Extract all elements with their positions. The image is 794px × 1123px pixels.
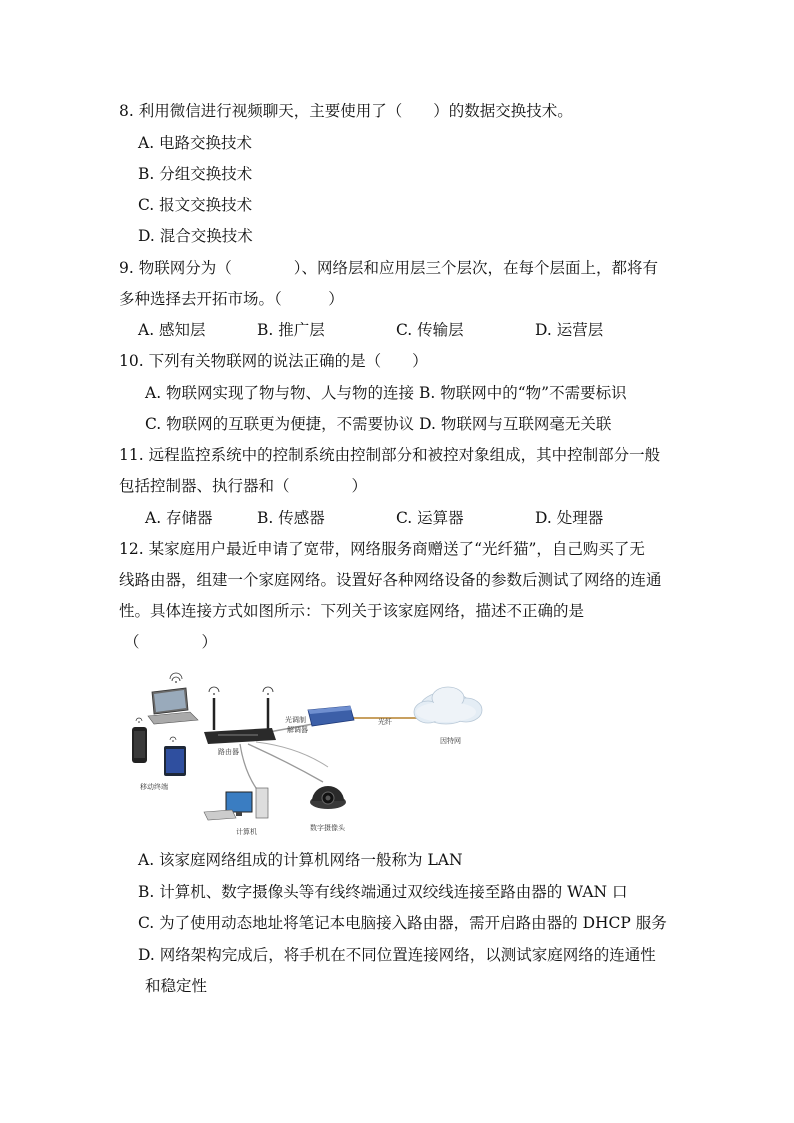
- q12-stem-line1: 12. 某家庭用户最近申请了宽带，网络服务商赠送了“光纤猫”，自己购买了无: [119, 540, 645, 558]
- q8-option-a: A. 电路交换技术: [138, 134, 253, 152]
- router-camera-cable: [248, 744, 323, 782]
- router-icon: [204, 687, 276, 744]
- q11-option-d: D. 处理器: [535, 509, 604, 527]
- q11-stem-line1: 11. 远程监控系统中的控制系统由控制部分和被控对象组成，其中控制部分一般: [119, 446, 661, 464]
- q8-option-b: B. 分组交换技术: [138, 165, 253, 183]
- label-fiber: 光纤: [378, 718, 392, 726]
- label-modem-2: 解调器: [287, 726, 308, 734]
- q8-option-c: C. 报文交换技术: [138, 196, 253, 214]
- laptop-icon: [148, 673, 198, 724]
- home-network-diagram: [128, 672, 508, 840]
- q11-stem-line2: 包括控制器、执行器和（ ）: [119, 477, 368, 495]
- q10-stem: 10. 下列有关物联网的说法正确的是（ ）: [119, 352, 428, 370]
- q8-option-d: D. 混合交换技术: [138, 227, 253, 245]
- q10-options-line2: C. 物联网的互联更为便捷，不需要协议 D. 物联网与互联网毫无关联: [145, 415, 612, 433]
- q10-options-line1: A. 物联网实现了物与物、人与物的连接 B. 物联网中的“物”不需要标识: [145, 384, 627, 402]
- q11-option-b: B. 传感器: [257, 509, 325, 527]
- q9-stem-line2: 多种选择去开拓市场。（ ）: [119, 290, 344, 308]
- q9-option-c: C. 传输层: [396, 321, 464, 339]
- smartphone-icon: [132, 718, 147, 763]
- dome-camera-icon: [310, 786, 346, 809]
- label-modem: 光调制: [285, 716, 306, 724]
- label-computer: 计算机: [236, 828, 257, 836]
- tablet-icon: [164, 737, 186, 776]
- q12-option-b: B. 计算机、数字摄像头等有线终端通过双绞线连接至路由器的 WAN 口: [138, 883, 628, 901]
- internet-cloud-icon: [414, 687, 482, 724]
- q9-option-d: D. 运营层: [535, 321, 604, 339]
- q12-answer-blank: （ ）: [124, 633, 218, 651]
- q9-option-a: A. 感知层: [138, 321, 206, 339]
- desktop-computer-icon: [204, 788, 268, 820]
- optical-modem-icon: [308, 706, 354, 726]
- q9-stem-line1: 9. 物联网分为（ ）、网络层和应用层三个层次，在每个层面上，都将有: [119, 259, 658, 277]
- q12-stem-line3: 性。具体连接方式如图所示：下列关于该家庭网络，描述不正确的是: [119, 602, 585, 620]
- label-camera: 数字摄像头: [310, 824, 345, 832]
- q9-option-b: B. 推广层: [257, 321, 325, 339]
- router-camera-cable-2: [256, 742, 328, 767]
- label-internet: 因特网: [440, 737, 461, 745]
- q8-stem: 8. 利用微信进行视频聊天，主要使用了（ ）的数据交换技术。: [119, 102, 573, 120]
- network-diagram-svg: [128, 672, 508, 840]
- q12-stem-line2: 线路由器，组建一个家庭网络。设置好各种网络设备的参数后测试了网络的连通: [119, 571, 662, 589]
- q11-option-c: C. 运算器: [396, 509, 464, 527]
- q12-option-d: D. 网络架构完成后，将手机在不同位置连接网络，以测试家庭网络的连通性: [138, 946, 656, 964]
- q12-option-d-line2: 和稳定性: [145, 977, 208, 995]
- q12-option-a: A. 该家庭网络组成的计算机网络一般称为 LAN: [138, 851, 463, 869]
- label-router: 路由器: [218, 748, 239, 756]
- q12-option-c: C. 为了使用动态地址将笔记本电脑接入路由器，需开启路由器的 DHCP 服务: [138, 914, 667, 932]
- q11-option-a: A. 存储器: [145, 509, 213, 527]
- label-mobile: 移动终端: [140, 783, 168, 791]
